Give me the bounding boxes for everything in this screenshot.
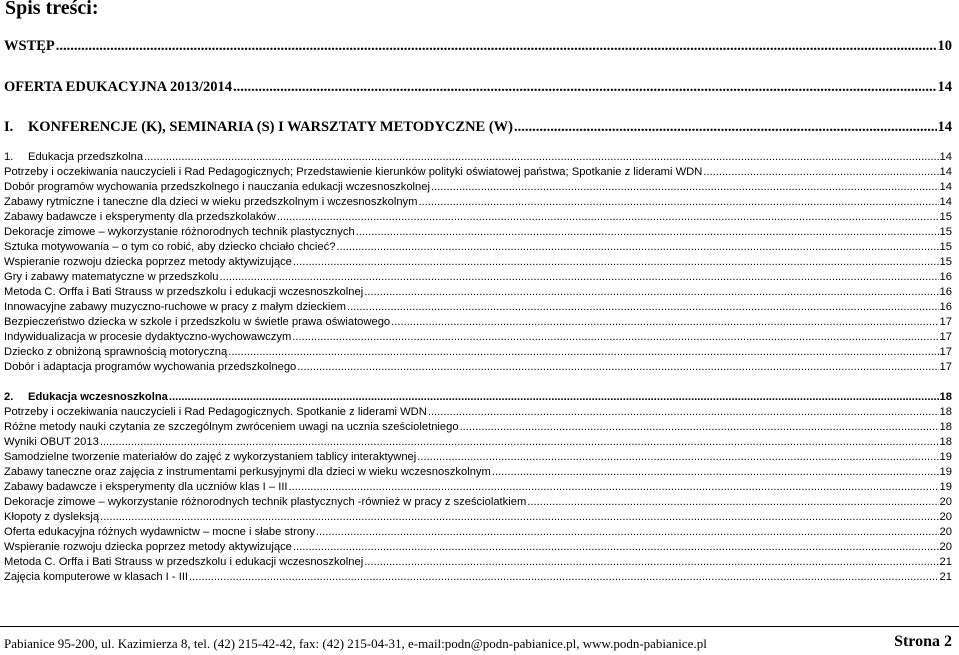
toc-entry[interactable] xyxy=(4,316,952,328)
toc-entry-text: Dekoracje zimowe – wykorzystanie różnorodnych technik plastycznych -również w pracy z sześciolatkiem xyxy=(4,496,527,508)
toc-entry-number: 2. xyxy=(4,391,14,403)
toc-entry-page: 15 xyxy=(939,241,952,253)
toc-entry[interactable] xyxy=(4,481,952,493)
toc-entry-text: Zajęcia komputerowe w klasach I - III xyxy=(4,571,189,583)
toc-entry-page: 18 xyxy=(939,421,952,433)
dot-leader xyxy=(336,241,938,253)
toc-entry[interactable] xyxy=(4,541,952,553)
toc-entry[interactable] xyxy=(4,331,952,343)
toc-entry-page: 17 xyxy=(939,346,952,358)
dot-leader xyxy=(220,271,939,283)
dot-leader xyxy=(364,286,938,298)
toc-entry-page: 19 xyxy=(939,466,952,478)
toc-entry-page: 14 xyxy=(939,151,952,163)
toc-entry-page: 18 xyxy=(939,436,952,448)
toc-entry-text: Potrzeby i oczekiwania nauczycieli i Rad Pedagogicznych; Przedstawienie kierunków polityki oświatowej państwa; Spotkanie z liderami WDN xyxy=(4,166,703,178)
toc-entry[interactable] xyxy=(4,466,952,478)
toc-entry-page: 21 xyxy=(939,556,952,568)
toc-entry-text: Dziecko z obniżoną sprawnością motoryczną xyxy=(4,346,228,358)
dot-leader xyxy=(169,391,939,403)
toc-entry-page: 10 xyxy=(937,38,952,54)
toc-entry[interactable] xyxy=(4,226,952,238)
toc-entry[interactable] xyxy=(4,181,952,193)
toc-entry-page: 14 xyxy=(939,181,952,193)
toc-entry-page: 17 xyxy=(939,331,952,343)
dot-leader xyxy=(356,226,939,238)
dot-leader xyxy=(100,436,939,448)
dot-leader xyxy=(233,79,936,96)
toc-entry-page: 17 xyxy=(939,361,952,373)
toc-entry[interactable] xyxy=(4,526,952,538)
toc-entry-text: Dobór i adaptacja programów wychowania przedszkolnego xyxy=(4,361,297,373)
dot-leader xyxy=(228,346,938,358)
toc-entry-text: Wspieranie rozwoju dziecka poprzez metody aktywizujące xyxy=(4,541,292,553)
toc-entry-page: 18 xyxy=(939,406,952,418)
toc-entry-text: Metoda C. Orffa i Bati Strauss w przedszkolu i edukacji wczesnoszkolnej xyxy=(4,556,364,568)
toc-entry-text: Bezpieczeństwo dziecka w szkole i przedszkolu w świetle prawa oświatowego xyxy=(4,316,391,328)
dot-leader xyxy=(460,421,939,433)
toc-entry-konferencje[interactable] xyxy=(4,119,952,136)
toc-entry-page: 19 xyxy=(939,481,952,493)
dot-leader xyxy=(293,541,939,553)
toc-entry[interactable] xyxy=(4,346,952,358)
toc-entry-page: 16 xyxy=(939,271,952,283)
toc-entry-page: 21 xyxy=(939,571,952,583)
toc-entry[interactable] xyxy=(4,271,952,283)
toc-entry-edukacja-wczesnoszkolna[interactable] xyxy=(4,391,952,403)
toc-entry-text: Sztuka motywowania – o tym co robić, aby dziecko chciało chcieć? xyxy=(4,241,336,253)
toc-entry-oferta[interactable] xyxy=(4,79,952,96)
toc-entry-page: 20 xyxy=(939,496,952,508)
dot-leader xyxy=(316,526,939,538)
toc-entry-page: 20 xyxy=(939,526,952,538)
toc-entry-text: Gry i zabawy matematyczne w przedszkolu xyxy=(4,271,219,283)
toc-entry-text: Zabawy badawcze i eksperymenty dla uczniów klas I – III xyxy=(4,481,288,493)
toc-entry[interactable] xyxy=(4,301,952,313)
toc-entry[interactable] xyxy=(4,166,952,178)
toc-entry-page: 16 xyxy=(939,286,952,298)
dot-leader xyxy=(514,119,937,136)
toc-entry[interactable] xyxy=(4,511,952,523)
toc-entry-text: Kłopoty z dysleksją xyxy=(4,511,100,523)
dot-leader xyxy=(527,496,938,508)
toc-entry-page: 14 xyxy=(939,196,952,208)
toc-entry-text: Samodzielne tworzenie materiałów do zajęć z wykorzystaniem tablicy interaktywnej xyxy=(4,451,417,463)
dot-leader xyxy=(144,151,938,163)
toc-entry-text: Zabawy rytmiczne i taneczne dla dzieci w wieku przedszkolnym i wczesnoszkolnym xyxy=(4,196,418,208)
toc-entry-text: Edukacja przedszkolna xyxy=(28,151,144,163)
dot-leader xyxy=(431,181,939,193)
toc-entry[interactable] xyxy=(4,556,952,568)
toc-entry-page: 18 xyxy=(939,391,952,403)
page-number: Strona 2 xyxy=(894,633,952,650)
toc-entry-edukacja-przedszkolna[interactable] xyxy=(4,151,952,163)
dot-leader xyxy=(293,256,939,268)
toc-entry[interactable] xyxy=(4,406,952,418)
toc-entry-text: Oferta edukacyjna różnych wydawnictw – mocne i słabe strony xyxy=(4,526,315,538)
toc-entry-wstep[interactable] xyxy=(4,38,952,55)
toc-entry-page: 14 xyxy=(937,119,952,135)
toc-entry-number: I. xyxy=(4,119,14,135)
toc-entry-text: Wyniki OBUT 2013 xyxy=(4,436,99,448)
toc-entry-page: 20 xyxy=(939,511,952,523)
toc-entry-text: Wspieranie rozwoju dziecka poprzez metody aktywizujące xyxy=(4,256,292,268)
toc-entry[interactable] xyxy=(4,241,952,253)
dot-leader xyxy=(100,511,938,523)
toc-entry-page: 14 xyxy=(939,166,952,178)
toc-entry-page: 15 xyxy=(939,256,952,268)
dot-leader xyxy=(391,316,938,328)
dot-leader xyxy=(277,211,939,223)
toc-entry-text: Metoda C. Orffa i Bati Strauss w przedszkolu i edukacji wczesnoszkolnej xyxy=(4,286,364,298)
toc-entry-page: 20 xyxy=(939,541,952,553)
footer-address: Pabianice 95-200, ul. Kazimierza 8, tel. (42) 215-42-42, fax: (42) 215-04-31, e-mail:podn@podn-pabianice.pl, www.podn-pabianice.pl xyxy=(4,636,707,651)
toc-entry-text: Zabawy taneczne oraz zajęcia z instrumentami perkusyjnymi dla dzieci w wieku wczesnoszkolnym xyxy=(4,466,491,478)
toc-entry-page: 14 xyxy=(937,79,952,95)
dot-leader xyxy=(492,466,939,478)
toc-entry-text: Potrzeby i oczekiwania nauczycieli i Rad Pedagogicznych. Spotkanie z liderami WDN xyxy=(4,406,427,418)
toc-entry-number: 1. xyxy=(4,151,14,163)
toc-entry-page: 17 xyxy=(939,316,952,328)
dot-leader xyxy=(189,571,939,583)
toc-entry[interactable] xyxy=(4,196,952,208)
toc-entry-text: Różne metody nauki czytania ze szczególnym zwróceniem uwagi na ucznia sześcioletniego xyxy=(4,421,459,433)
toc-entry-page: 19 xyxy=(939,451,952,463)
toc-entry-page: 15 xyxy=(939,211,952,223)
toc-entry-text: KONFERENCJE (K), SEMINARIA (S) I WARSZTATY METODYCZNE (W) xyxy=(28,119,513,135)
toc-entry-text: OFERTA EDUKACYJNA 2013/2014 xyxy=(4,79,233,95)
dot-leader xyxy=(347,301,939,313)
toc-entry-text: Dekoracje zimowe – wykorzystanie różnorodnych technik plastycznych xyxy=(4,226,355,238)
dot-leader xyxy=(56,38,937,55)
toc-entry-text: Indywidualizacja w procesie dydaktyczno-wychowawczym xyxy=(4,331,292,343)
dot-leader xyxy=(289,481,939,493)
dot-leader xyxy=(703,166,938,178)
toc-entry[interactable] xyxy=(4,421,952,433)
dot-leader xyxy=(292,331,938,343)
toc-entry[interactable] xyxy=(4,496,952,508)
dot-leader xyxy=(417,451,938,463)
dot-leader xyxy=(418,196,938,208)
toc-entry[interactable] xyxy=(4,286,952,298)
page-footer xyxy=(4,633,952,652)
toc-entry[interactable] xyxy=(4,451,952,463)
footer-divider xyxy=(0,626,959,627)
toc-entry[interactable] xyxy=(4,436,952,448)
toc-entry-page: 15 xyxy=(939,226,952,238)
toc-entry-text: Zabawy badawcze i eksperymenty dla przedszkolaków xyxy=(4,211,276,223)
toc-entry-text: Dobór programów wychowania przedszkolnego i nauczania edukacji wczesnoszkolnej xyxy=(4,181,430,193)
toc-entry-text: Innowacyjne zabawy muzyczno-ruchowe w pracy z małym dzieckiem xyxy=(4,301,346,313)
toc-entry[interactable] xyxy=(4,571,952,583)
dot-leader xyxy=(428,406,939,418)
toc-heading: Spis treści: xyxy=(5,0,99,19)
dot-leader xyxy=(297,361,938,373)
toc-entry[interactable] xyxy=(4,256,952,268)
toc-entry[interactable] xyxy=(4,361,952,373)
dot-leader xyxy=(364,556,938,568)
toc-entry-text: WSTĘP xyxy=(4,38,55,54)
toc-entry-text: Edukacja wczesnoszkolna xyxy=(28,391,168,403)
toc-entry-page: 16 xyxy=(939,301,952,313)
toc-entry[interactable] xyxy=(4,211,952,223)
